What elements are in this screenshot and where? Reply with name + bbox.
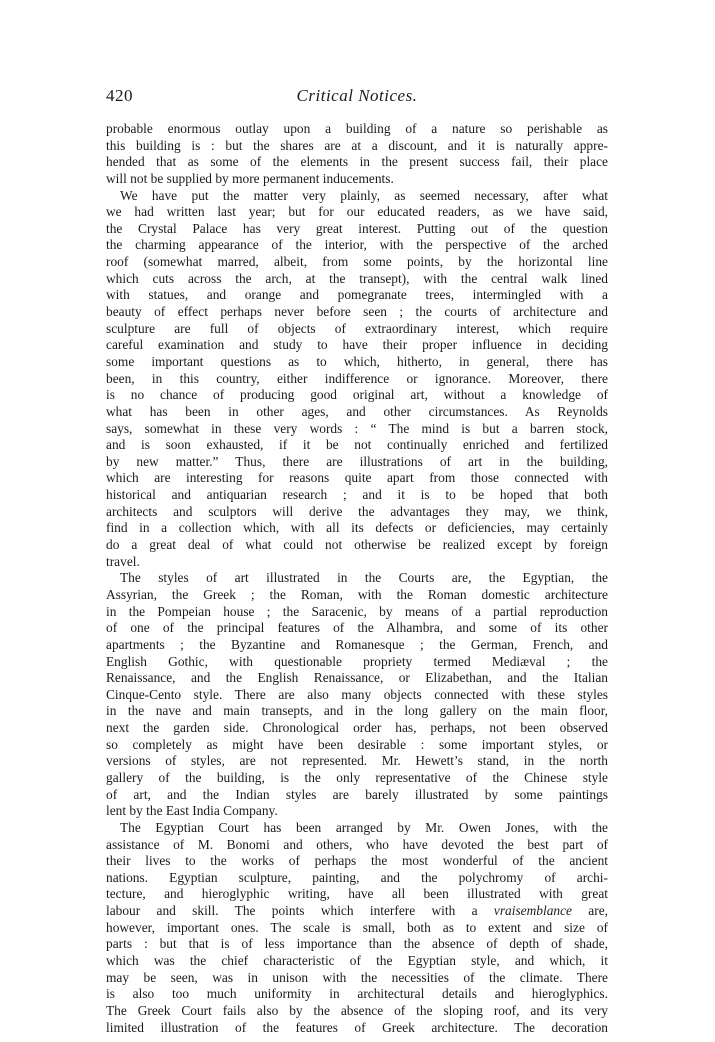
text-line: been, in this country, either indifference or ignorance. Moreover, there	[106, 370, 608, 386]
text-line: is also too much uniformity in architectural details and hieroglyphics.	[106, 986, 608, 1002]
text-line: will not be supplied by more permanent inducements.	[106, 170, 394, 186]
text-line: tecture, and hieroglyphic writing, have all been illustrated with great	[106, 886, 608, 902]
text-line: so completely as might have been desirable : some important styles, or	[106, 736, 608, 752]
text-line: architects and sculptors will derive the advantages they may, we think,	[106, 503, 608, 519]
text-line: Renaissance, and the English Renaissance, or Elizabethan, and the Italian	[106, 670, 608, 686]
text-line: some important questions as to which, hitherto, in general, there has	[106, 353, 608, 369]
text-line: probable enormous outlay upon a building of a nature so perishable as	[106, 121, 608, 136]
text-line: apartments ; the Byzantine and Romanesque ; the German, French, and	[106, 636, 608, 652]
text-line: assistance of M. Bonomi and others, who have devoted the best part of	[106, 836, 608, 852]
text-line: find in a collection which, with all its defects or deficiencies, may certainly	[106, 520, 608, 536]
text-line: with statues, and orange and pomegranate trees, intermingled with a	[106, 287, 608, 303]
text-line: nations. Egyptian sculpture, painting, and the polychromy of archi-	[106, 869, 608, 885]
text-line: labour and skill. The points which interfere with a vraisemblance are,	[106, 903, 608, 919]
text-line: lent by the East India Company.	[106, 803, 278, 819]
text-line: the Crystal Palace has very great interest. Putting out of the question	[106, 220, 608, 236]
page-number: 420	[106, 86, 133, 105]
text-line: their lives to the works of perhaps the most wonderful of the ancient	[106, 853, 608, 869]
text-line: of art, and the Indian styles are barely illustrated by some paintings	[106, 786, 608, 802]
text-line: is no chance of producing good original art, without a knowledge of	[106, 387, 608, 403]
text-line: versions of styles, are not represented. Mr. Hewett’s stand, in the north	[106, 753, 608, 769]
text-line: parts : but that is of less importance than the absence of depth of shade,	[106, 936, 608, 952]
text-line: roof (somewhat marred, albeit, from some points, by the horizontal line	[106, 254, 608, 270]
text-line: The Greek Court fails also by the absence of the sloping roof, and its very	[106, 1002, 608, 1018]
text-line: hended that as some of the elements in the present success fail, their place	[106, 154, 608, 170]
text-line: may be seen, was in unison with the necessities of the climate. There	[106, 969, 608, 985]
text-line: we had written last year; but for our educated readers, as we have said,	[106, 204, 608, 220]
text-line: Cinque-Cento style. There are also many objects connected with these styles	[106, 686, 608, 702]
text-line: what has been in other ages, and other circumstances. As Reynolds	[106, 403, 608, 419]
text-line: travel.	[106, 553, 140, 569]
text-line: We have put the matter very plainly, as seemed necessary, after what	[120, 187, 608, 203]
text-line: the charming appearance of the interior, with the perspective of the arched	[106, 237, 608, 253]
text-line: sculpture are full of objects of extraordinary interest, which require	[106, 320, 608, 336]
text-line: by new matter.” Thus, there are illustrations of art in the building,	[106, 453, 608, 469]
text-line: The Egyptian Court has been arranged by Mr. Owen Jones, with the	[120, 819, 608, 835]
text-line: English Gothic, with questionable propriety termed Mediæval ; the	[106, 653, 608, 669]
text-line: historical and antiquarian research ; and it is to be hoped that both	[106, 487, 608, 503]
text-line: in the Pompeian house ; the Saracenic, by means of a partial reproduction	[106, 603, 608, 619]
text-line: Assyrian, the Greek ; the Roman, with the Roman domestic architecture	[106, 586, 608, 602]
text-line: which are interesting for reasons quite apart from those connected with	[106, 470, 608, 486]
text-line: limited illustration of the features of Greek architecture. The decoration	[106, 1019, 608, 1035]
text-line: which cuts across the arch, at the transept), with the central walk lined	[106, 270, 608, 286]
body-text	[106, 121, 608, 1036]
italic-word: vraisemblance	[493, 903, 572, 919]
text-line: however, important ones. The scale is small, both as to extent and size of	[106, 919, 608, 935]
text-line: this building is : but the shares are at a discount, and it is naturally appre-	[106, 137, 608, 153]
text-line: careful examination and study to have their proper influence in deciding	[106, 337, 608, 353]
text-line: gallery of the building, is the only representative of the Chinese style	[106, 769, 608, 785]
text-line: do a great deal of what could not otherwise be realized except by foreign	[106, 537, 608, 553]
page-header	[106, 86, 608, 110]
text-line: beauty of effect perhaps never before seen ; the courts of architecture and	[106, 304, 608, 320]
text-line: which was the chief characteristic of the Egyptian style, and which, it	[106, 953, 608, 969]
text-line: says, somewhat in these very words : “ The mind is but a barren stock,	[106, 420, 608, 436]
text-line: and is soon exhausted, if it be not continually enriched and fertilized	[106, 437, 608, 453]
text-line: of one of the principal features of the Alhambra, and some of its other	[106, 620, 608, 636]
text-line: in the nave and main transepts, and in the long gallery on the main floor,	[106, 703, 608, 719]
text-line: The styles of art illustrated in the Courts are, the Egyptian, the	[120, 570, 608, 586]
running-title: Critical Notices.	[296, 86, 418, 105]
text-line: next the garden side. Chronological order has, perhaps, not been observed	[106, 720, 608, 736]
